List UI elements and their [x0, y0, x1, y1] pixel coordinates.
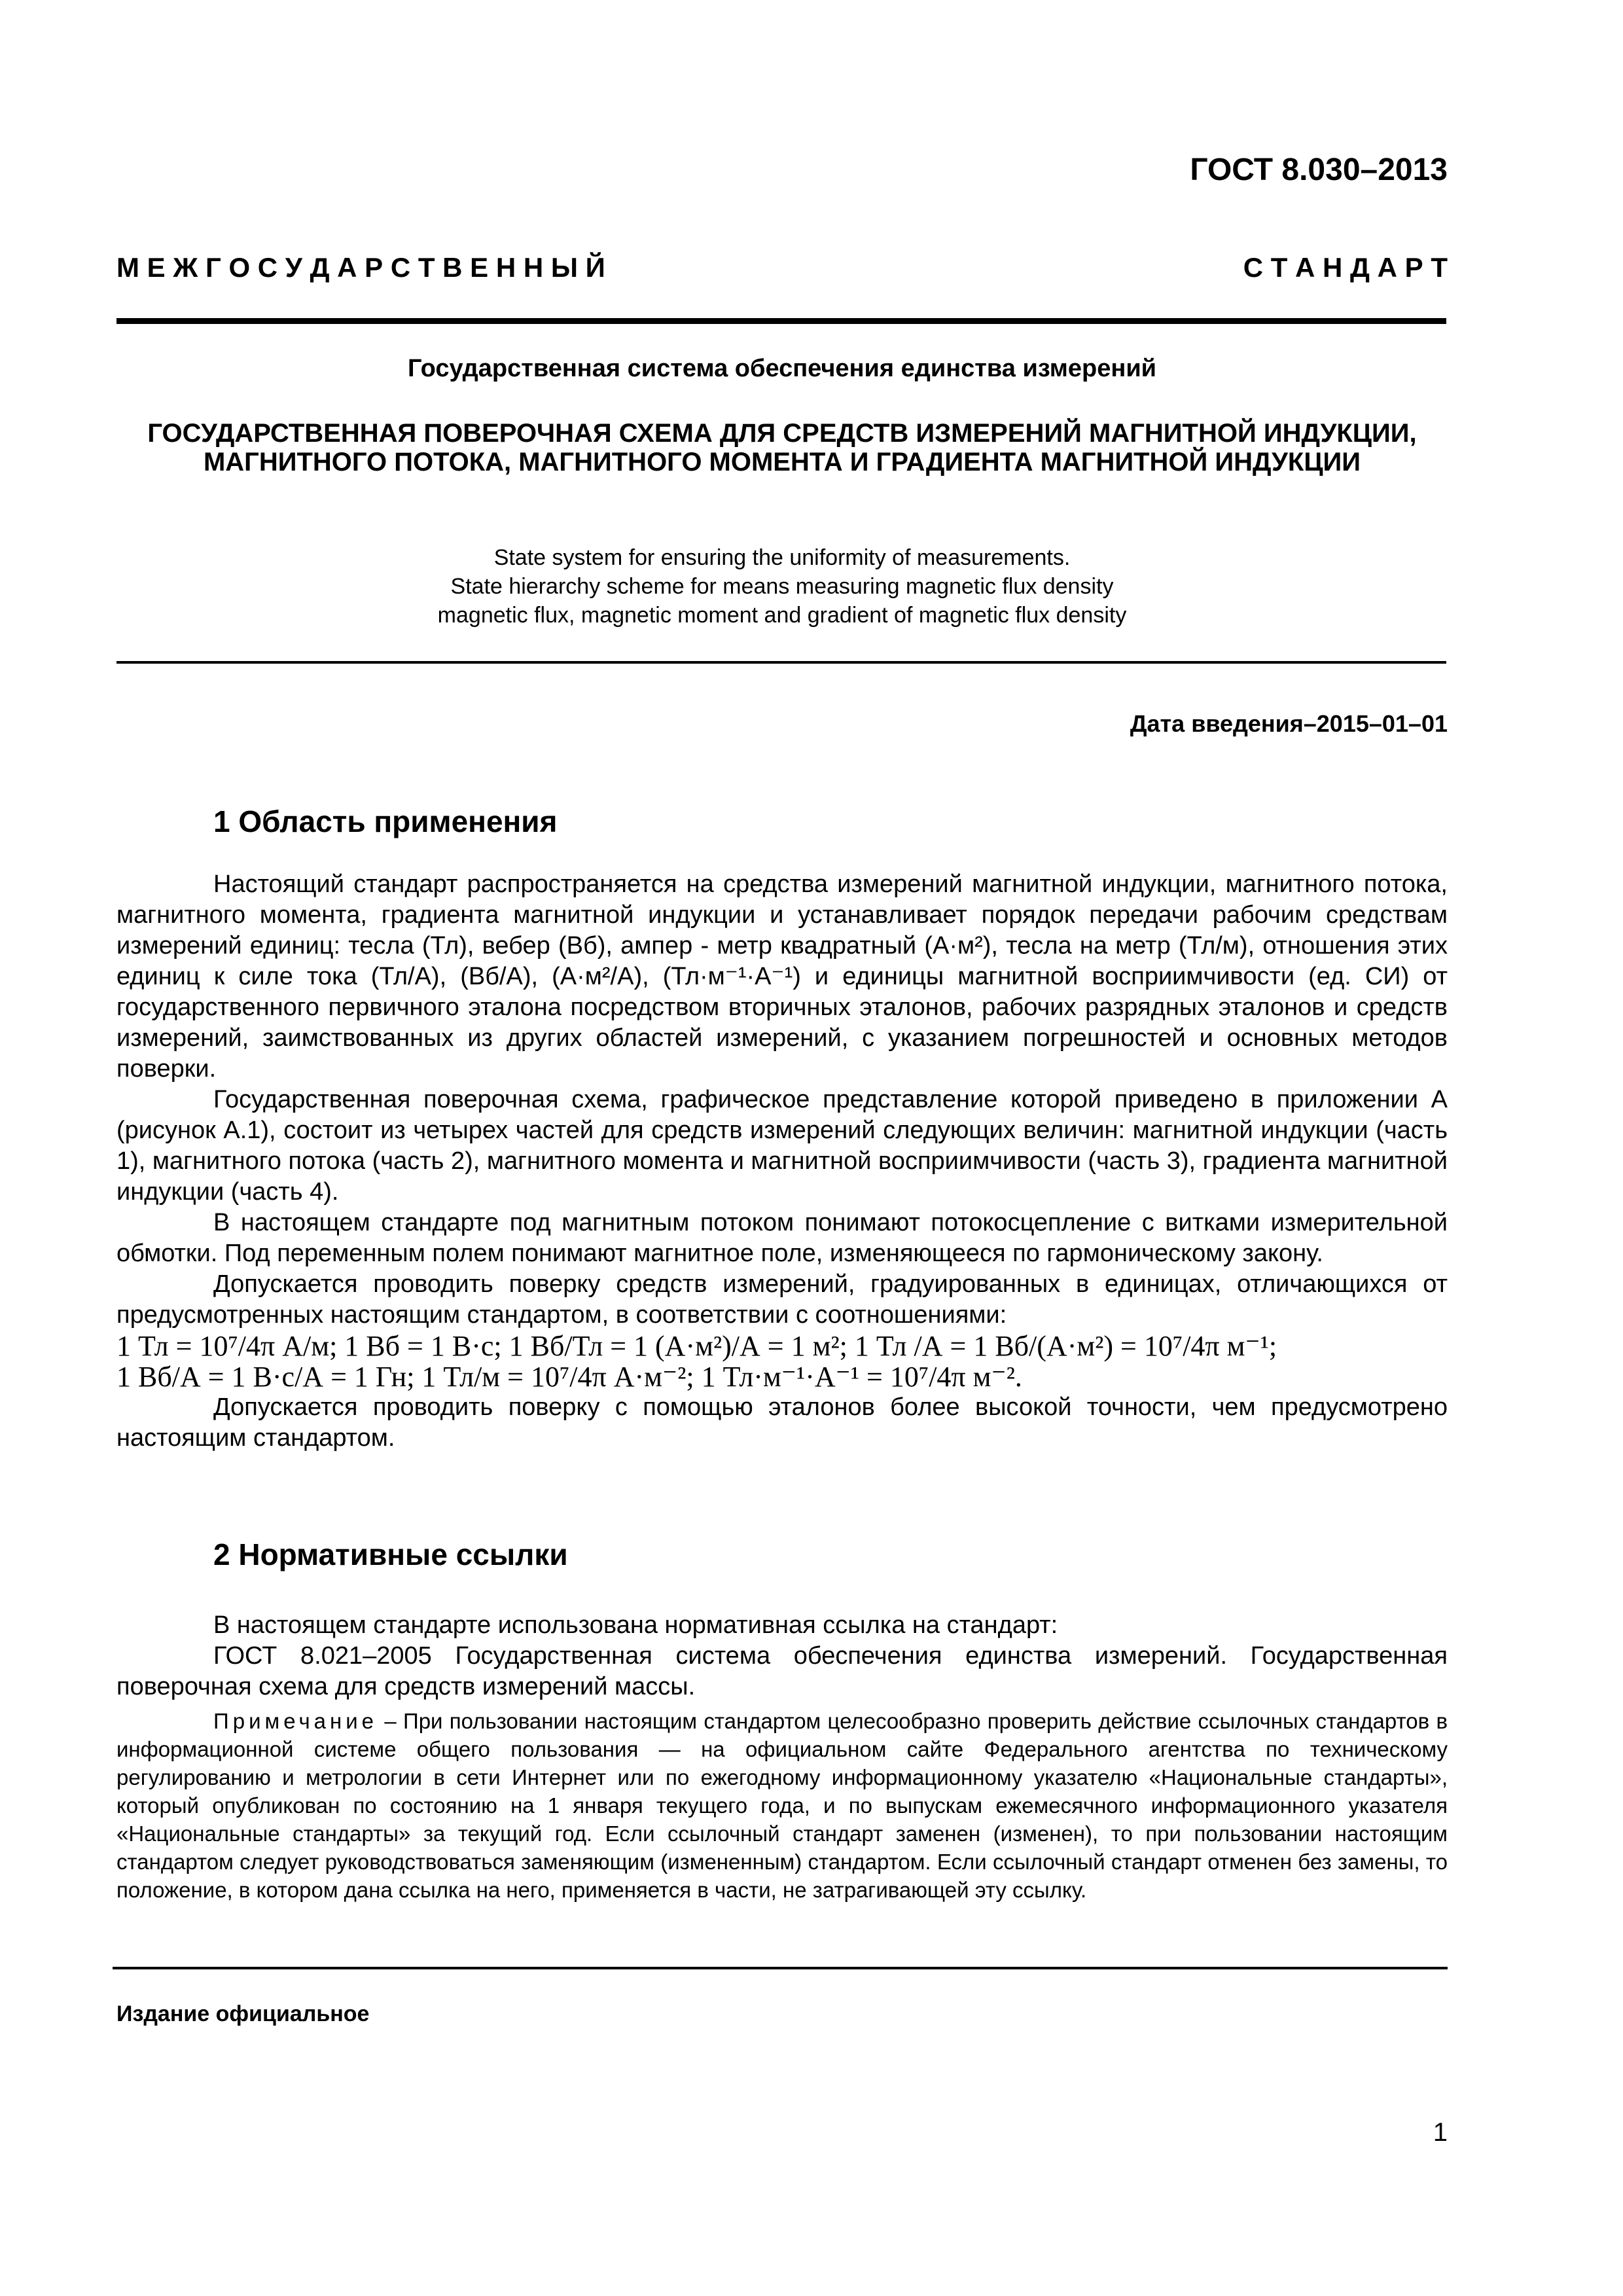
note [116, 1707, 1448, 1904]
section-2-body [116, 1610, 1448, 1702]
note-label: Примечание [213, 1709, 378, 1733]
section-1-body [116, 869, 1448, 1454]
introduction-date: Дата введения–2015–01–01 [1130, 710, 1448, 737]
document-title: ГОСУДАРСТВЕННАЯ ПОВЕРОЧНАЯ СХЕМА ДЛЯ СРЕДСТВ ИЗМЕРЕНИЙ МАГНИТНОЙ ИНДУКЦИИ, МАГНИТНОГО ПОТОКА, МАГНИТНОГО МОМЕНТА И ГРАДИЕНТА МАГНИТНОЙ ИНДУКЦИИ [147, 419, 1417, 476]
english-line-2: State hierarchy scheme for means measuring magnetic flux density [450, 574, 1114, 599]
banner-left: М Е Ж Г О С У Д А Р С Т В Е Н Н Ы Й [116, 252, 605, 283]
footer-divider [113, 1967, 1448, 1969]
section-2-heading: 2 Нормативные ссылки [213, 1537, 568, 1571]
section-1-paragraph-3: В настоящем стандарте под магнитным потоком понимают потокосцепление с витками измерительной обмотки. Под переменным полем понимают магнитное поле, изменяющееся по гармоническому закону. [116, 1209, 1448, 1267]
note-text: – При пользовании настоящим стандартом целесообразно проверить действие ссылочных стандартов в информационной системе общего пользования — на официальном сайте Федерального агентства по техническому регулированию и метрологии в сети Интернет или по ежегодному информационному указателю «Национальные стандарты», который опубликован по состоянию на 1 января текущего года, и по выпускам ежемесячного информационного указателя «Национальные стандарты» за текущий год. Если ссылочный стандарт заменен (изменен), то при пользовании настоящим стандартом следует руководствоваться заменяющим (измененным) стандартом. Если ссылочный стандарт отменен без замены, то положение, в котором дана ссылка на него, применяется в части, не затрагивающей эту ссылку. [116, 1709, 1448, 1902]
page-number: 1 [1433, 2118, 1448, 2147]
english-line-3: magnetic flux, magnetic moment and gradient of magnetic flux density [437, 603, 1127, 628]
official-edition: Издание официальное [116, 2001, 370, 2026]
section-1-paragraph-5: Допускается проводить поверку с помощью эталонов более высокой точности, чем предусмотрено настоящим стандартом. [116, 1393, 1448, 1452]
document-number: ГОСТ 8.030–2013 [1190, 152, 1448, 187]
section-1-paragraph-1: Настоящий стандарт распространяется на средства измерений магнитной индукции, магнитного потока, магнитного момента, градиента магнитной индукции и устанавливает порядок передачи рабочим средствам измерений единиц: тесла (Тл), вебер (Вб), ампер - метр квадратный (А·м²), тесла на метр (Тл/м), отношения этих единиц к силе тока (Тл/А), (Вб/А), (А·м²/А), (Тл·м⁻¹·А⁻¹) и единицы магнитной восприимчивости (ед. СИ) от государственного первичного эталона посредством вторичных эталонов, рабочих разрядных эталонов и средств измерений, заимствованных из других областей измерений, с указанием погрешностей и основных методов поверки. [116, 870, 1448, 1083]
subtitle: Государственная система обеспечения единства измерений [407, 355, 1157, 382]
section-1-paragraph-2: Государственная поверочная схема, графическое представление которой приведено в приложении А (рисунок А.1), состоит из четырех частей для средств измерений следующих величин: магнитной индукции (часть 1), магнитного потока (часть 2), магнитного момента и магнитной восприимчивости (часть 3), градиента магнитной индукции (часть 4). [116, 1086, 1448, 1206]
english-title [116, 543, 1448, 630]
section-2-paragraph-2: ГОСТ 8.021–2005 Государственная система обеспечения единства измерений. Государственная поверочная схема для средств измерений массы. [116, 1642, 1448, 1700]
formula-line-1: 1 Тл = 10⁷/4π А/м; 1 Вб = 1 В·с; 1 Вб/Тл = 1 (А·м²)/А = 1 м²; 1 Тл /А = 1 Вб/(А·м²) = 10⁷/4π м⁻¹; [116, 1330, 1277, 1362]
formula-line-2: 1 Вб/А = 1 В·с/А = 1 Гн; 1 Тл/м = 10⁷/4π А·м⁻²; 1 Тл·м⁻¹·А⁻¹ = 10⁷/4π м⁻². [116, 1361, 1022, 1393]
section-1-heading: 1 Область применения [213, 804, 558, 838]
section-2-paragraph-1: В настоящем стандарте использована нормативная ссылка на стандарт: [213, 1611, 1058, 1639]
header-divider [116, 318, 1446, 324]
title-divider [116, 661, 1446, 664]
section-1-paragraph-4: Допускается проводить поверку средств измерений, градуированных в единицах, отличающихся от предусмотренных настоящим стандартом, в соответствии с соотношениями: [116, 1270, 1448, 1329]
english-line-1: State system for ensuring the uniformity of measurements. [493, 545, 1071, 570]
standard-banner [116, 252, 1448, 283]
banner-right: С Т А Н Д А Р Т [1243, 252, 1448, 283]
